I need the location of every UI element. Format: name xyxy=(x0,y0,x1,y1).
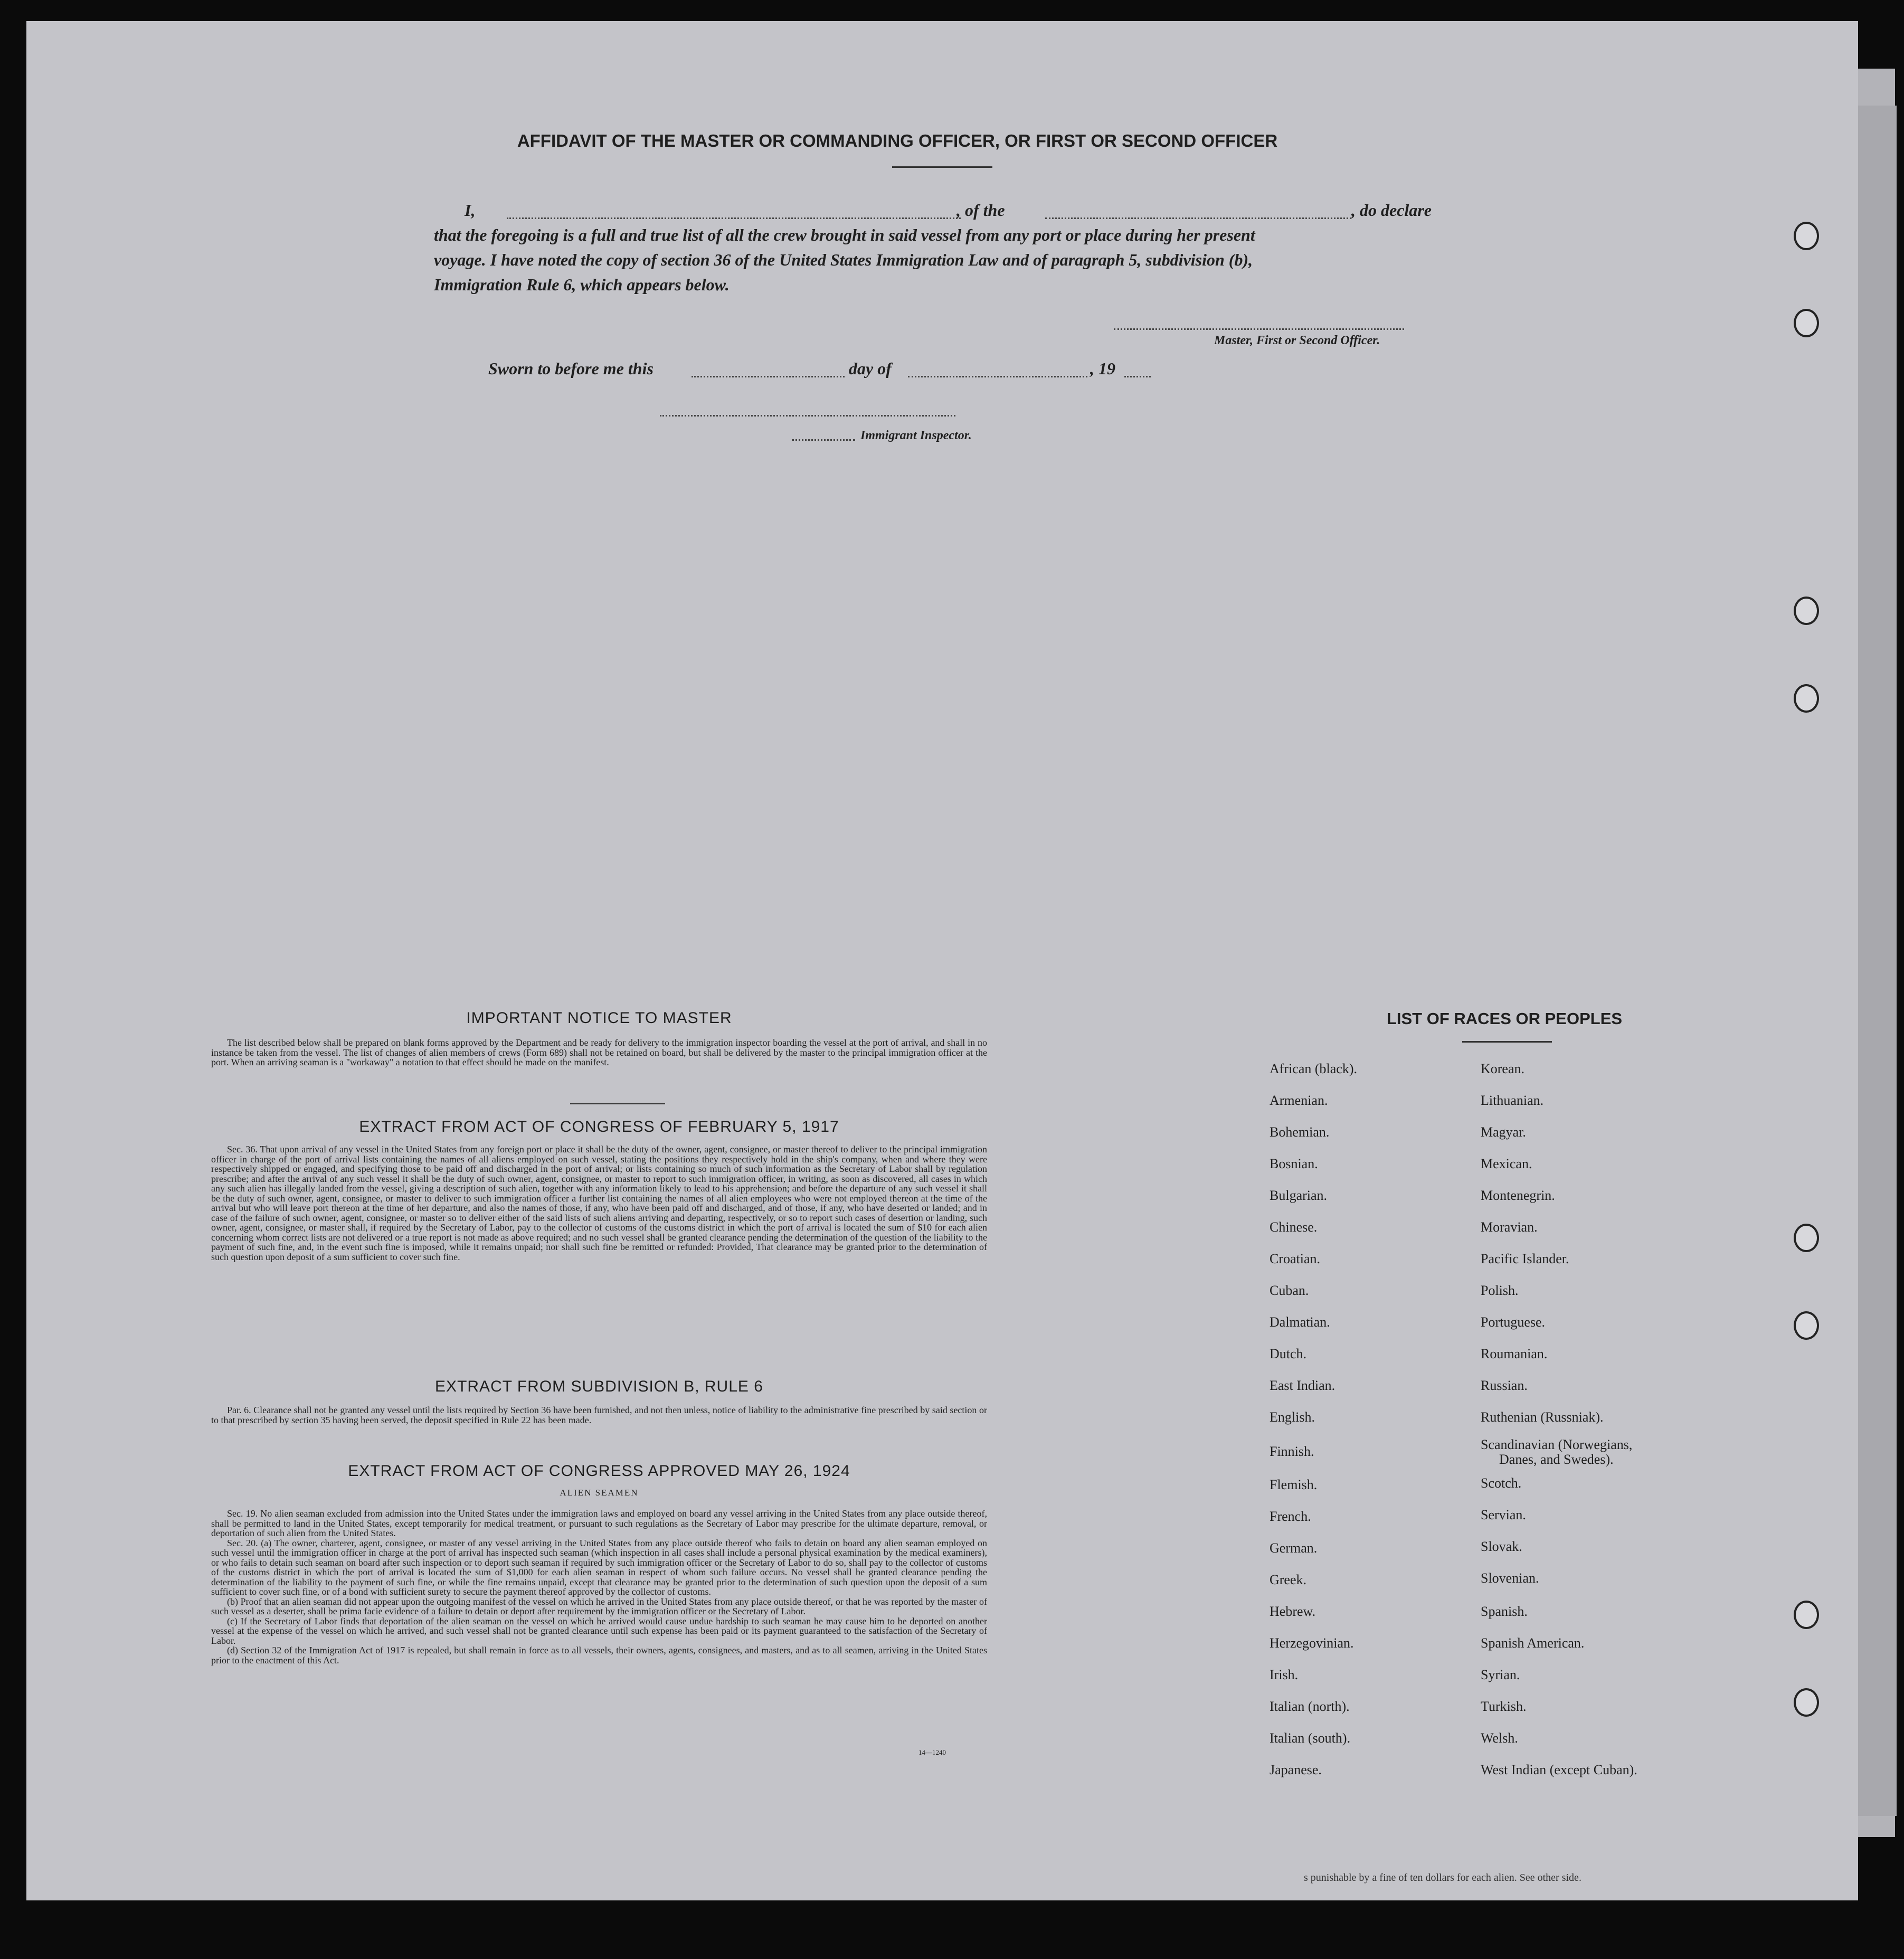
race-right-21: Turkish. xyxy=(1481,1699,1527,1714)
binder-hole-1 xyxy=(1794,222,1819,250)
title-rule xyxy=(892,166,992,168)
race-right-13: Scandinavian (Norwegians, xyxy=(1481,1437,1633,1452)
section-20b-text: (b) Proof that an alien seaman did not appear upon the outgoing manifest of the vessel on which he arrived in the United States from any place outside thereof, or that he was reported by the master of such vessel as a deserter, shall be prima facie evidence of a failure to detain or deport after requirement by the immigration officer or the Secretary of Labor. xyxy=(211,1596,987,1616)
sworn-label: Sworn to before me this xyxy=(488,359,653,378)
race-right-7: Pacific Islander. xyxy=(1481,1251,1569,1266)
race-left-19: Herzegovinian. xyxy=(1270,1635,1354,1651)
affidavit-title: AFFIDAVIT OF THE MASTER OR COMMANDING OFFICER, OR FIRST OR SECOND OFFICER xyxy=(517,131,1278,150)
inspector-signature-line[interactable] xyxy=(660,415,955,417)
races-title: LIST OF RACES OR PEOPLES xyxy=(1386,1009,1623,1028)
race-left-12: English. xyxy=(1270,1409,1315,1425)
inspector-caption: Immigrant Inspector. xyxy=(860,429,972,442)
race-right-14: Scotch. xyxy=(1481,1475,1522,1491)
race-right-19: Spanish American. xyxy=(1481,1635,1585,1651)
race-left-4: Bosnian. xyxy=(1270,1156,1318,1171)
rule6-title: EXTRACT FROM SUBDIVISION B, RULE 6 xyxy=(435,1378,763,1395)
race-right-1: Korean. xyxy=(1481,1061,1525,1076)
binder-hole-2 xyxy=(1794,309,1819,337)
race-left-15: French. xyxy=(1270,1509,1311,1524)
race-left-8: Cuban. xyxy=(1270,1283,1309,1298)
notice-text: The list described below shall be prepared on blank forms approved by the Department and be ready for delivery to the immigration inspector boarding the vessel at the port of arrival, and shall in no instance be taken from the vessel. The list of changes of alien members of crews (Form 689) shall not be retained on board, but shall be delivered by the master to the principal immigration officer at the port. When an arriving seaman is a "workaway" a notation to that effect should be made on the manifest. xyxy=(211,1037,987,1067)
section-20d-text: (d) Section 32 of the Immigration Act of 1917 is repealed, but shall remain in force as to all vessels, their owners, agents, consignees, and masters, and as to all seamen, arriving in the United States prior to the enactment of this Act. xyxy=(211,1645,987,1665)
race-right-13-cont: Danes, and Swedes). xyxy=(1499,1452,1614,1467)
race-left-16: German. xyxy=(1270,1540,1318,1556)
race-right-11: Russian. xyxy=(1481,1378,1528,1393)
race-right-18: Spanish. xyxy=(1481,1604,1528,1619)
sworn-year-blank[interactable] xyxy=(1124,376,1151,377)
alien-seamen-subtitle: ALIEN SEAMEN xyxy=(560,1488,639,1498)
race-left-18: Hebrew. xyxy=(1270,1604,1316,1619)
race-left-20: Irish. xyxy=(1270,1667,1299,1682)
year-label: , 19 xyxy=(1090,359,1115,378)
extract-1924-body xyxy=(211,1509,987,1665)
race-left-5: Bulgarian. xyxy=(1270,1188,1328,1203)
race-left-7: Croatian. xyxy=(1270,1251,1321,1266)
binder-hole-5 xyxy=(1794,1224,1819,1252)
section-20c-text: (c) If the Secretary of Labor finds that deportation of the alien seaman on the vessel on which he arrived would cause undue hardship to such seaman he may cause him to be deported on another vessel at the expense of the vessel on which he arrived, and such vessel shall not be granted clearance until such expense has been paid or its payment guaranteed to the satisfaction of the Secretary of Labor. xyxy=(211,1615,987,1646)
race-right-5: Montenegrin. xyxy=(1481,1188,1555,1203)
race-right-9: Portuguese. xyxy=(1481,1314,1546,1330)
sworn-day-blank[interactable] xyxy=(691,376,845,377)
race-right-2: Lithuanian. xyxy=(1481,1093,1544,1108)
race-right-10: Roumanian. xyxy=(1481,1346,1548,1361)
affidavit-line-3: voyage. I have noted the copy of section 36 of the United States Immigration Law and of paragraph 5, subdivision (b), xyxy=(434,250,1253,269)
binder-hole-7 xyxy=(1794,1601,1819,1629)
race-left-10: Dutch. xyxy=(1270,1346,1307,1361)
race-right-8: Polish. xyxy=(1481,1283,1519,1298)
officer-signature-line[interactable] xyxy=(1114,328,1404,330)
vessel-blank[interactable] xyxy=(1045,217,1351,219)
inspector-caption-lead xyxy=(792,439,855,441)
officer-caption: Master, First or Second Officer. xyxy=(1214,334,1380,347)
affidavit-line-2: that the foregoing is a full and true list of all the crew brought in said vessel from any port or place during her present xyxy=(434,225,1255,244)
affidavit-do-declare: , do declare xyxy=(1351,201,1432,220)
race-right-22: Welsh. xyxy=(1481,1730,1518,1746)
race-left-14: Flemish. xyxy=(1270,1477,1318,1492)
race-left-3: Bohemian. xyxy=(1270,1124,1330,1140)
notice-title: IMPORTANT NOTICE TO MASTER xyxy=(466,1009,732,1027)
section-20a-text: Sec. 20. (a) The owner, charterer, agent, consignee, or master of any vessel arriving in the United States from any place outside thereof who fails to detain on board any alien seaman employed on such vessel until the immigration officer in charge at the port of arrival has inspected such seaman (which inspection in all cases shall include a personal physical examination by the medical examiners), or who fails to detain such seaman on board after such inspection or to deport such seaman if required by such immigration officer or the Secretary of Labor to do so, shall pay to the collector of customs of the customs district in which the port of arrival is located the sum of $1,000 for each alien seaman in respect of whom such failure occurs. No vessel shall be granted clearance pending the determination of the liability to the payment of such fine, or while the fine remains unpaid, except that clearance may be granted prior to the determination of such question upon the deposit of a sum sufficient to cover such fine, or of a bond with sufficient surety to secure the payment thereof approved by the collector of customs. xyxy=(211,1537,987,1597)
notice-rule xyxy=(570,1103,665,1104)
race-left-17: Greek. xyxy=(1270,1572,1307,1587)
race-left-9: Dalmatian. xyxy=(1270,1314,1330,1330)
race-right-12: Ruthenian (Russniak). xyxy=(1481,1409,1604,1425)
race-right-17: Slovenian. xyxy=(1481,1570,1539,1586)
race-left-2: Armenian. xyxy=(1270,1093,1328,1108)
affidavit-line-4: Immigration Rule 6, which appears below. xyxy=(434,275,730,294)
race-left-22: Italian (south). xyxy=(1270,1730,1351,1746)
affidavit-i: I, xyxy=(465,201,476,220)
section-36-text: Sec. 36. That upon arrival of any vessel in the United States from any foreign port or place it shall be the duty of the owner, agent, consignee, or master thereof to deliver to the principal immigration officer in charge of the port of arrival lists containing the names of all aliens employed on such vessel, stating the positions they respectively hold in the ship's company, when and where they were respectively shipped or engaged, and specifying those to be paid off and discharged in the port of arrival; or lists containing so much of such information as the Secretary of Labor shall by regulation prescribe; and after the arrival of any such vessel it shall be the duty of such owner, agent, consignee, or master to report to such immigration officer, in writing, as soon as discovered, all cases in which any such alien has illegally landed from the vessel, giving a description of such alien, together with any information likely to lead to his apprehension; and before the departure of any such vessel it shall be the duty of such owner, agent, consignee, or master to deliver to such immigration officer a further list containing the names of all alien employees who were not employed thereon at the time of the arrival but who will leave port thereon at the time of her departure, and also the names of those, if any, who have been paid off and discharged, and of those, if any, who have deserted or landed; and in case of the failure of such owner, agent, consignee, or master so to deliver either of the said lists of such aliens arriving and departing, respectively, or so to report such cases of desertion or landing, such owner, agent, consignee, or master shall, if required by the Secretary of Labor, pay to the collector of customs of the customs district in which the port of arrival is located the sum of $10 for each alien concerning whom correct lists are not delivered or a true report is not made as above required; and no such vessel shall be granted clearance pending the determination of the question of the liability to the payment of such fine, and, in the event such fine is imposed, while it remains unpaid; nor shall such fine be remitted or refunded: Provided, That clearance may be granted prior to the determination of such question upon deposit of a sum sufficient to cover such fine. xyxy=(211,1144,987,1262)
notice-body xyxy=(211,1038,987,1067)
extract-1917-body xyxy=(211,1144,987,1262)
race-right-16: Slovak. xyxy=(1481,1539,1522,1554)
race-left-23: Japanese. xyxy=(1270,1762,1322,1777)
section-19-text: Sec. 19. No alien seaman excluded from admission into the United States under the immigration laws and employed on board any vessel arriving in the United States from any place outside thereof, shall be permitted to land in the United States, except temporarily for medical treatment, or pursuant to such regulations as the Secretary of Labor may prescribe for the ultimate departure, removal, or deportation of such alien from the United States. xyxy=(211,1508,987,1538)
race-left-21: Italian (north). xyxy=(1270,1699,1350,1714)
rule6-body xyxy=(211,1405,987,1425)
extract-1917-title: EXTRACT FROM ACT OF CONGRESS OF FEBRUARY 5, 1917 xyxy=(359,1118,839,1135)
bottom-note: s punishable by a fine of ten dollars for each alien. See other side. xyxy=(1304,1872,1581,1884)
sworn-month-blank[interactable] xyxy=(908,376,1087,377)
races-title-rule xyxy=(1462,1041,1552,1043)
day-of-label: day of xyxy=(849,359,892,378)
rule6-text: Par. 6. Clearance shall not be granted any vessel until the lists required by Section 36 have been furnished, and not then unless, notice of liability to the administrative fine prescribed by said section or to that prescribed by section 35 having been served, the deposit specified in Rule 22 has been made. xyxy=(211,1405,987,1425)
binder-hole-8 xyxy=(1794,1688,1819,1717)
race-right-15: Servian. xyxy=(1481,1507,1526,1522)
race-left-11: East Indian. xyxy=(1270,1378,1335,1393)
extract-1924-title: EXTRACT FROM ACT OF CONGRESS APPROVED MAY 26, 1924 xyxy=(348,1462,850,1480)
race-right-20: Syrian. xyxy=(1481,1667,1520,1682)
race-right-6: Moravian. xyxy=(1481,1219,1538,1235)
binder-hole-6 xyxy=(1794,1311,1819,1340)
form-number: 14—1240 xyxy=(918,1748,946,1756)
race-left-6: Chinese. xyxy=(1270,1219,1318,1235)
affidavit-of-the: , of the xyxy=(956,201,1005,220)
race-left-13: Finnish. xyxy=(1270,1444,1314,1459)
binder-hole-3 xyxy=(1794,597,1819,625)
race-right-23: West Indian (except Cuban). xyxy=(1481,1762,1637,1777)
binder-hole-4 xyxy=(1794,684,1819,713)
race-left-1: African (black). xyxy=(1270,1061,1358,1076)
race-right-4: Mexican. xyxy=(1481,1156,1532,1171)
name-blank[interactable] xyxy=(507,217,961,219)
race-right-3: Magyar. xyxy=(1481,1124,1526,1140)
